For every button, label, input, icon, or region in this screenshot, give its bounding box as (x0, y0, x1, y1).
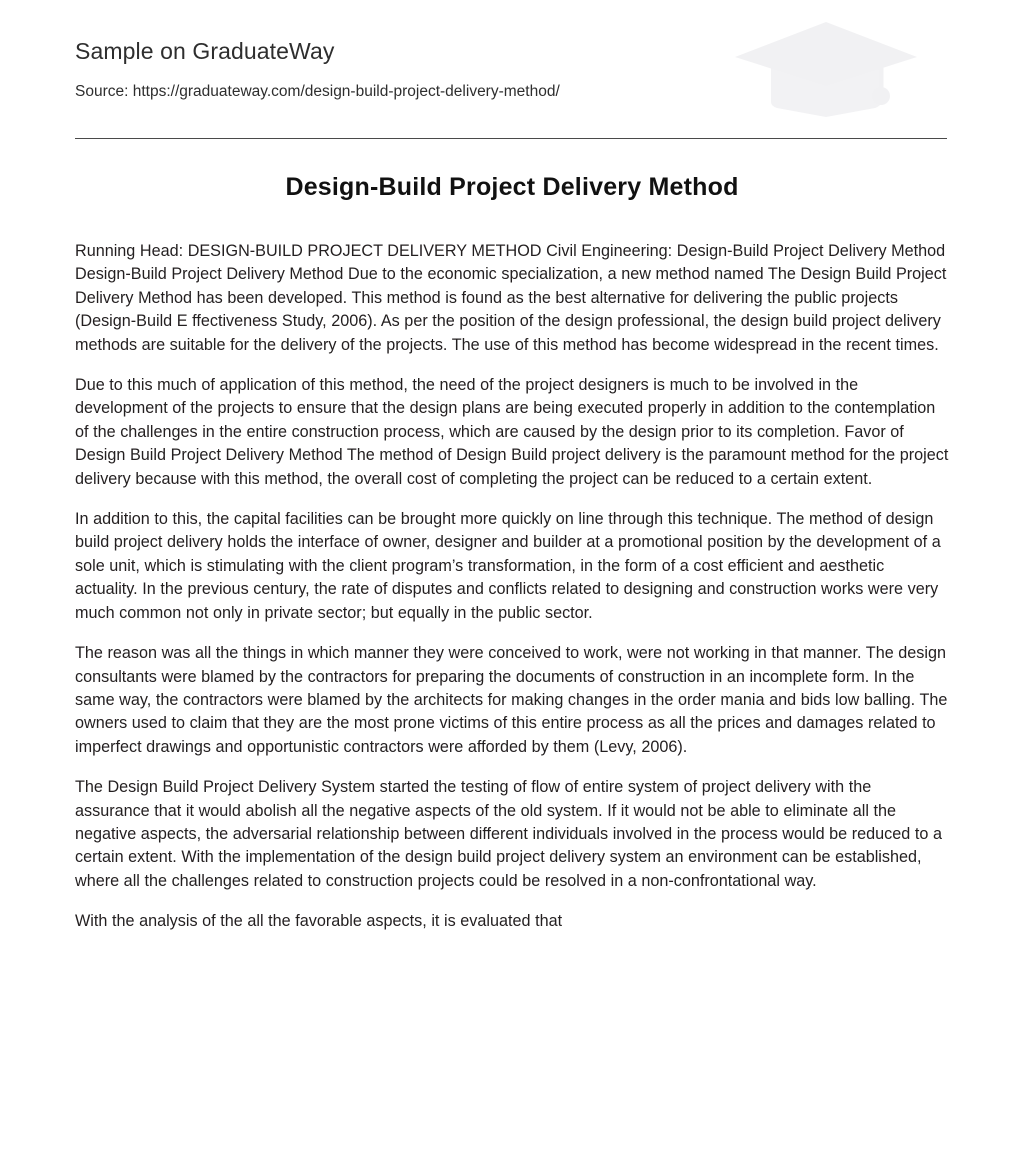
source-line (75, 82, 949, 102)
page-title: Design-Build Project Delivery Method (285, 173, 739, 201)
body-paragraph: With the analysis of the all the favorable aspects, it is evaluated that (75, 912, 563, 931)
site-name: Sample on GraduateWay (75, 38, 335, 64)
graduation-cap-icon (731, 14, 921, 118)
body-paragraph: The reason was all the things in which manner they were conceived to work, were not working in that manner. The design consultants were blamed by the contractors for preparing the documents of construction in an incomplete form. In the same way, the contractors were blamed by the architects for making changes in the order mania and bids low balling. The owners used to claim that they are the most prone victims of this entire process as all the prices and damages related to imperfect drawings and opportunistic contractors were afforded by them (Levy, 2006). (75, 644, 948, 756)
document-body (75, 240, 949, 934)
source-url: https://graduateway.com/design-build-project-delivery-method/ (132, 83, 560, 100)
document-header (75, 0, 949, 120)
body-paragraph: In addition to this, the capital facilities can be brought more quickly on line through this technique. The method of design build project delivery holds the interface of owner, designer and builder at a promotional position by the development of a sole unit, which is stimulating with the client program’s transformation, in the form of a cost efficient and aesthetic actuality. In the previous century, the rate of disputes and conflicts related to designing and construction works were very much common not only in private sector; but equally in the public sector. (75, 510, 941, 622)
body-paragraph: Running Head: DESIGN-BUILD PROJECT DELIVERY METHOD Civil Engineering: Design-Build Project Delivery Method Design-Build Project Delivery Method Due to the economic specialization, a new method named The Design Build Project Delivery Method has been developed. This method is found as the best alternative for delivering the public projects (Design-Build E ffectiveness Study, 2006). As per the position of the design professional, the design build project delivery methods are suitable for the delivery of the projects. The use of this method has become widespread in the recent times. (75, 242, 947, 354)
body-paragraph: The Design Build Project Delivery System started the testing of flow of entire system of project delivery with the assurance that it would abolish all the negative aspects of the old system. If it would not be able to eliminate all the negative aspects, the adversarial relationship between different individuals involved in the process would be reduced to a certain extent. With the implementation of the design build project delivery system an environment can be established, where all the challenges related to construction projects could be resolved in a non-confrontational way. (75, 778, 942, 890)
source-label: Source: (75, 83, 133, 100)
header-divider (75, 138, 947, 139)
body-paragraph: Due to this much of application of this method, the need of the project designers is much to be involved in the development of the projects to ensure that the design plans are being executed properly in addition to the contemplation of the challenges in the entire construction process, which are caused by the design prior to its completion. Favor of Design Build Project Delivery Method The method of Design Build project delivery is the paramount method for the project delivery because with this method, the overall cost of completing the project can be reduced to a certain extent. (75, 376, 949, 488)
